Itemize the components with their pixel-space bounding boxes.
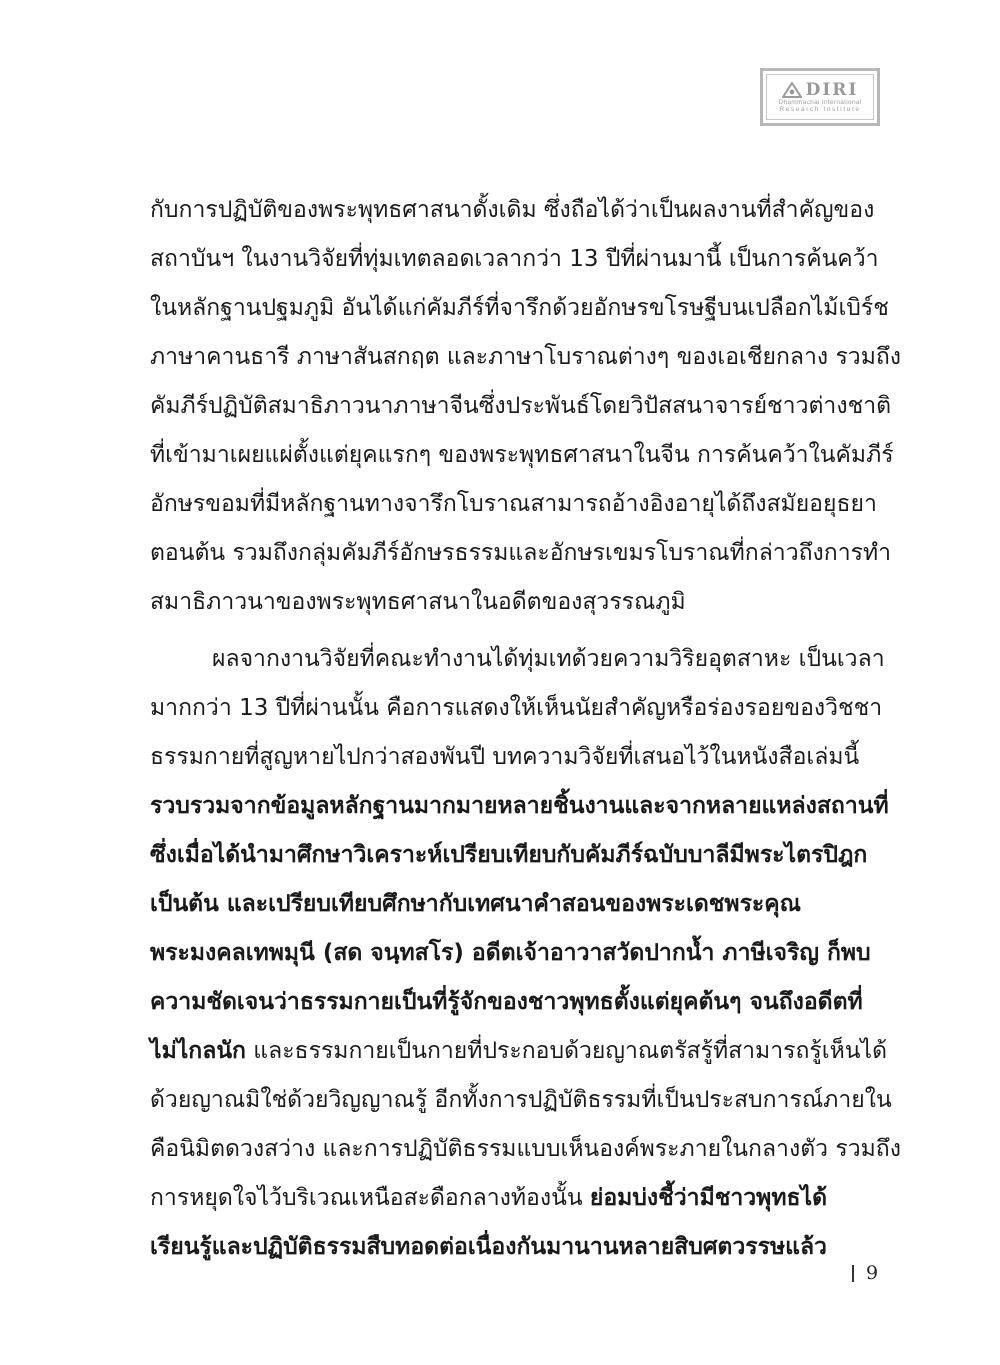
paragraph-1-line: สมาธิภาวนาของพระพุทธศาสนาในอดีตของสุวรรณภูมิ <box>150 589 686 615</box>
paragraph-2-line-12 <box>150 1174 886 1223</box>
paragraph-2-bold-line: เรียนรู้และปฏิบัติธรรมสืบทอดต่อเนื่องกันมานานหลายสิบศตวรรษแล้ว <box>150 1234 827 1260</box>
paragraph-2-line: คือนิมิตดวงสว่าง และการปฏิบัติธรรมแบบเห็นองค์พระภายในกลางตัว รวมถึง <box>150 1136 901 1162</box>
paragraph-1-line: ตอนต้น รวมถึงกลุ่มคัมภีร์อักษรธรรมและอักษรเขมรโบราณที่กล่าวถึงการทำ <box>150 540 892 566</box>
paragraph-2-line-9 <box>150 1027 886 1076</box>
logo-frame <box>766 74 874 120</box>
triangle-emblem-icon <box>782 82 802 98</box>
bold-phrase: ย่อมบ่งชี้ว่ามีชาวพุทธได้ <box>589 1185 828 1211</box>
logo-top-row <box>782 79 859 100</box>
paragraph-1-line: ภาษาคานธารี ภาษาสันสกฤต และภาษาโบราณต่างๆ ของเอเชียกลาง รวมถึง <box>150 344 902 370</box>
paragraph-2-line: ด้วยญาณมิใช่ด้วยวิญญาณรู้ อีกทั้งการปฏิบัติธรรมที่เป็นประสบการณ์ภายใน <box>150 1087 892 1113</box>
paragraph-2-line-1 <box>150 635 886 684</box>
paragraph-1-line: ในหลักฐานปฐมภูมิ อันได้แก่คัมภีร์ที่จารึกด้วยอักษรขโรษฐีบนเปลือกไม้เบิร์ช <box>150 295 889 321</box>
normal-phrase: และธรรมกายเป็นกายที่ประกอบด้วยญาณตรัสรู้ที่สามารถรู้เห็นได้ <box>245 1038 888 1064</box>
normal-phrase: การหยุดใจไว้บริเวณเหนือสะดือกลางท้องนั้น <box>150 1185 590 1211</box>
paragraph-1-line: กับการปฏิบัติของพระพุทธศาสนาดั้งเดิม ซึ่งถือได้ว่าเป็นผลงานที่สำคัญของ <box>150 197 875 223</box>
paragraph-2-bold-line: ซึ่งเมื่อได้นำมาศึกษาวิเคราะห์เปรียบเทียบกับคัมภีร์ฉบับบาลีมีพระไตรปิฎก <box>150 842 868 868</box>
logo-subtitle-1: Dhammachai International <box>778 98 862 106</box>
paragraph-2-bold-line: เป็นต้น และเปรียบเทียบศึกษากับเทศนาคำสอนของพระเดชพระคุณ <box>150 891 802 917</box>
paragraph-2-bold-line: ความชัดเจนว่าธรรมกายเป็นที่รู้จักของชาวพุทธตั้งแต่ยุคต้นๆ จนถึงอดีตที่ <box>150 989 863 1015</box>
paragraph-2-line: ธรรมกายที่สูญหายไปกว่าสองพันปี บทความวิจัยที่เสนอไว้ในหนังสือเล่มนี้ <box>150 744 860 770</box>
logo-wordmark: DIRI <box>805 79 859 100</box>
logo-subtitle-2: Research Institute <box>779 105 861 113</box>
page-number: 9 <box>866 1262 879 1284</box>
paragraph-2-line: มากกว่า 13 ปีที่ผ่านนั้น คือการแสดงให้เห็นนัยสำคัญหรือร่องรอยของวิชชา <box>150 695 883 721</box>
paragraph-1-line: อักษรขอมที่มีหลักฐานทางจารึกโบราณสามารถอ้างอิงอายุได้ถึงสมัยอยุธยา <box>150 491 877 517</box>
paragraph-1-line: ที่เข้ามาเผยแผ่ตั้งแต่ยุคแรกๆ ของพระพุทธศาสนาในจีน การค้นคว้าในคัมภีร์ <box>150 442 894 468</box>
bold-phrase: ไม่ไกลนัก <box>150 1038 246 1064</box>
paragraph-2-bold-line: รวบรวมจากข้อมูลหลักฐานมากมายหลายชิ้นงานและจากหลายแหล่งสถานที่ <box>150 793 889 819</box>
paragraph-2-text: ผลจากงานวิจัยที่คณะทำงานได้ทุ่มเทด้วยความวิริยอุตสาหะ เป็นเวลา <box>212 646 885 672</box>
footer-divider <box>852 1265 854 1282</box>
paragraph-1-line: สถาบันฯ ในงานวิจัยที่ทุ่มเทตลอดเวลากว่า 13 ปีที่ผ่านมานี้ เป็นการค้นคว้า <box>150 246 879 272</box>
paragraph-2-bold-line: พระมงคลเทพมุนี (สด จนฺทสโร) อดีตเจ้าอาวาสวัดปากน้ำ ภาษีเจริญ ก็พบ <box>150 940 871 966</box>
paragraph-1-line: คัมภีร์ปฏิบัติสมาธิภาวนาภาษาจีนซึ่งประพันธ์โดยวิปัสสนาจารย์ชาวต่างชาติ <box>150 393 892 419</box>
diri-logo <box>760 68 880 126</box>
page-footer <box>852 1262 878 1284</box>
body-text <box>150 186 902 1272</box>
